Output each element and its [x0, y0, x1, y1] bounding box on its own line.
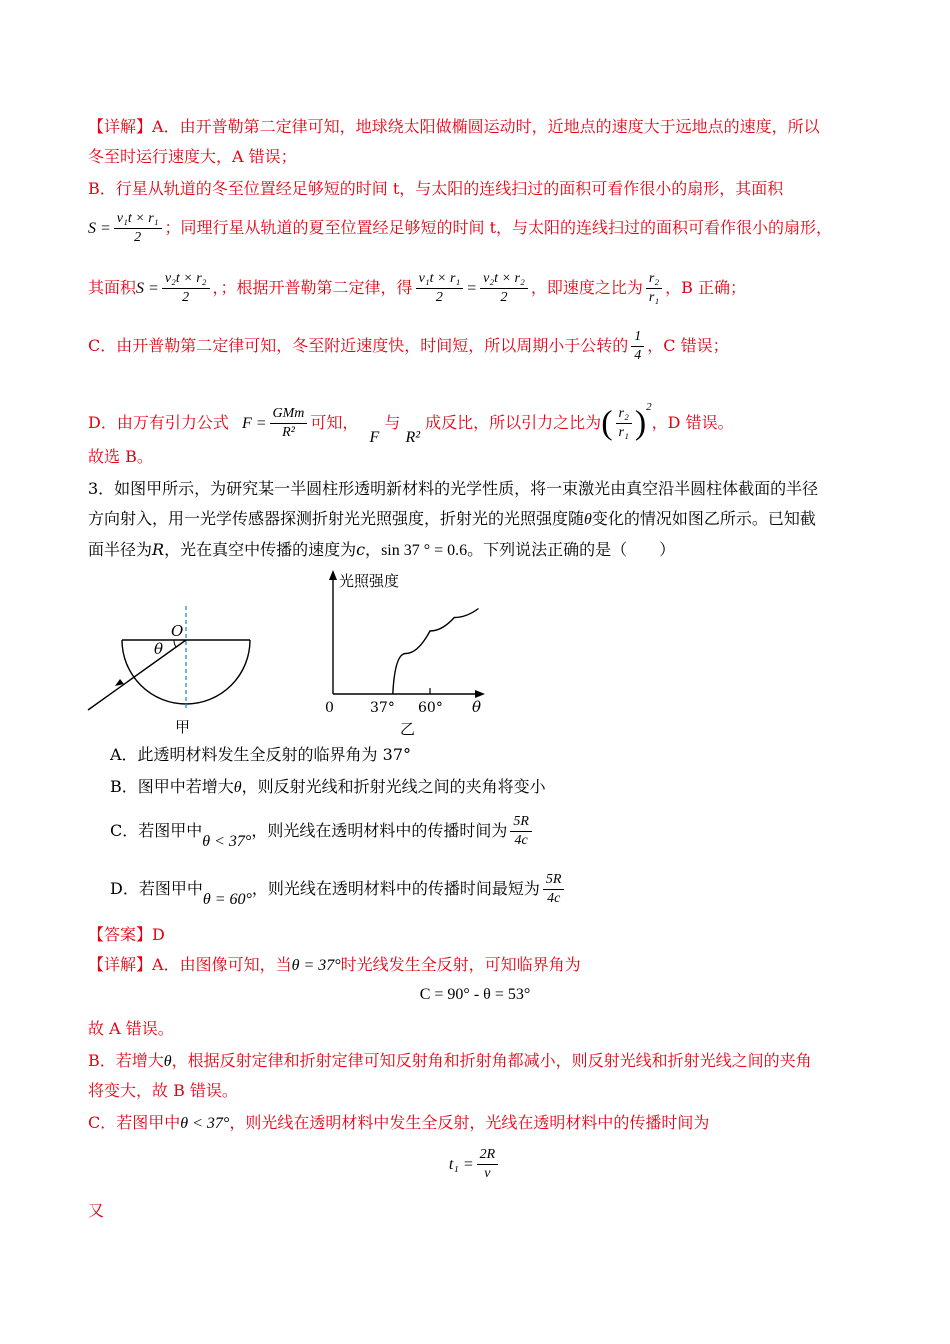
- gravity-formula: $\frac{\text{GMm}}{\text{R²}}$: [270, 405, 308, 442]
- detail-b-line2: S = $\frac{\text{v₁t × r₁}}{2}$ ；同理行星从轨道的夏至位置经足够短的时间 t，与太阳的连线扫过的面积可看作很小的扇形，: [88, 211, 833, 245]
- detail-a-line2: 冬至时运行速度大，A 错误；: [88, 147, 297, 166]
- detail2-b-line2: 将变大，故 B 错误。: [88, 1081, 238, 1100]
- detail-b-line1: B．行星从轨道的冬至位置经足够短的时间 t，与太阳的连线扫过的面积可看作很小的扇形，其面积: [88, 179, 784, 198]
- detail2-you: 又: [88, 1201, 105, 1220]
- x-axis-arrow: [475, 690, 485, 698]
- y-axis-label: 光照强度: [339, 572, 400, 590]
- q3-line3: 面半径为R，光在真空中传播的速度为c，sin 37 ° = 0.6。下列说法正确的是（ ）: [88, 540, 676, 559]
- incident-ray: [88, 640, 186, 710]
- kepler-eq-right: $\frac{\text{v₂t × r₂}}{2}$: [480, 270, 528, 307]
- quarter-fraction: $\frac{1}{4}$: [631, 328, 644, 365]
- figure-jia: [80, 600, 280, 740]
- option-a: A．此透明材料发生全反射的临界角为 37°: [110, 745, 412, 764]
- label-theta: θ: [154, 640, 164, 658]
- detail-d-line: D．由万有引力公式 F = $\frac{\text{GMm}}{\text{R²}}$ 可知， F 与 R² 成反比，所以引力之比为( $\frac{\text{r₂}}{\text{r₁}}$ )$^2$，D 错误。: [88, 401, 734, 446]
- option-d: D．若图甲中θ = 60°，则光线在透明材料中的传播时间最短为 $\frac{5R}{4c}$: [110, 866, 567, 913]
- speed-ratio: $\frac{\text{r₂}}{\text{r₁}}$: [646, 270, 662, 307]
- detail2-a-line: 【详解】A．由图像可知，当θ = 37°时光线发生全反射，可知临界角为: [88, 955, 581, 974]
- intensity-curve: [393, 609, 479, 695]
- option-c: C．若图甲中θ < 37°，则光线在透明材料中的传播时间为 $\frac{5R}{4c}$: [110, 808, 535, 855]
- answer-line: 【答案】D: [88, 925, 165, 944]
- kepler-eq-left: $\frac{\text{v₁t × r₁}}{2}$: [416, 270, 464, 307]
- force-ratio: $\frac{\text{r₂}}{\text{r₁}}$: [616, 405, 632, 442]
- area-formula-1: $\frac{\text{v₁t × r₁}}{2}$: [114, 210, 162, 247]
- tick-label-60: 60°: [418, 700, 443, 716]
- caption-jia: 甲: [175, 718, 191, 736]
- detail2-b-line1: B．若增大θ，根据反射定律和折射定律可知反射角和折射角都减小，则反射光线和折射光线之间的夹角: [88, 1051, 812, 1070]
- detail-tag: 【详解】: [88, 117, 153, 136]
- q3-line2: 方向射入，用一光学传感器探测折射光光照强度，折射光的光照强度随θ变化的情况如图乙所示。已知截: [88, 509, 816, 528]
- tick-label-37: 37°: [370, 700, 395, 716]
- detail2-a-end: 故 A 错误。: [88, 1019, 174, 1038]
- option-b: B．图甲中若增大θ，则反射光线和折射光线之间的夹角将变小: [110, 777, 546, 796]
- caption-yi: 乙: [400, 720, 416, 738]
- label-o: O: [171, 622, 184, 640]
- detail-b-line3: 其面积S = $\frac{\text{v₂t × r₂}}{2}$ ，；根据开普勒第二定律，得 $\frac{\text{v₁t × r₁}}{2}$ = $\frac{\text{v₂t × r₂}}{2}$ ，即速度之比为 $\frac{\text{r₂}}{\text{r₁}}$ ，B 正确；: [88, 271, 747, 305]
- option-d-fraction: $\frac{5R}{4c}$: [543, 871, 565, 908]
- critical-angle-eq: C = 90° - θ = 53°: [419, 986, 531, 1003]
- theta-arc: [174, 640, 176, 647]
- figure-yi-chart: [318, 566, 498, 742]
- detail2-c-line: C．若图甲中θ < 37°，则光线在透明材料中发生全反射，光线在透明材料中的传播时间为: [88, 1113, 710, 1132]
- option-c-fraction: $\frac{5R}{4c}$: [510, 813, 532, 850]
- choose-answer: 故选 B。: [88, 447, 153, 466]
- y-axis-arrow: [329, 570, 337, 580]
- q3-line1: 3．如图甲所示，为研究某一半圆柱形透明新材料的光学性质，将一束激光由真空沿半圆柱体截面的半径: [88, 479, 819, 498]
- detail-a-line1: 【详解】A．由开普勒第二定律可知，地球绕太阳做椭圆运动时，近地点的速度大于远地点的速度，所以: [88, 117, 820, 136]
- detail-c-line: C．由开普勒第二定律可知，冬至附近速度快，时间短，所以周期小于公转的 $\frac{1}{4}$ ，C 错误；: [88, 329, 729, 363]
- area-formula-2: $\frac{\text{v₂t × r₂}}{2}$: [162, 270, 210, 307]
- time-formula: t₁ = $\frac{2R}{v}$: [0, 1146, 950, 1183]
- x-axis-label: θ: [472, 698, 482, 716]
- origin-label: 0: [325, 700, 334, 716]
